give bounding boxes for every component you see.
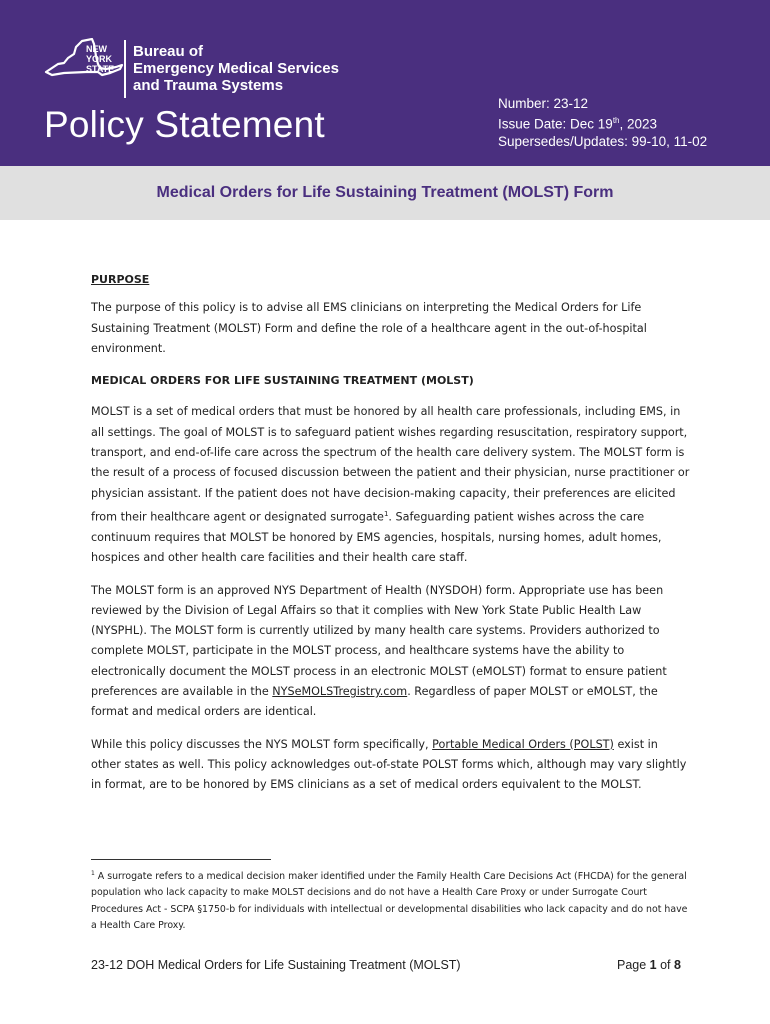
nys-bureau-logo bbox=[44, 38, 344, 100]
state-wordmark bbox=[86, 44, 126, 74]
state-line: STATE bbox=[86, 64, 115, 74]
purpose-heading: PURPOSE bbox=[91, 273, 150, 286]
footnote-ref[interactable]: 1 bbox=[383, 509, 389, 518]
page-word: Page bbox=[617, 958, 650, 972]
footnote-marker: 1 bbox=[91, 870, 95, 877]
text-run: The MOLST form is an approved NYS Department of Health (NYSDOH) form. Appropriate use has been reviewed by the Division of Legal Affairs so that it complies with New York State Public Health Law (NYSPHL). The MOLST form is currently utilized by many health care systems. Providers authorized to complete MOLST, participate in the MOLST process, and healthcare systems have the ability to electronically document the MOLST process in an electronic MOLST (eMOLST) format to ensure patient preferences are available in the bbox=[91, 583, 667, 699]
state-line: YORK bbox=[86, 54, 113, 64]
molst-paragraph-3 bbox=[91, 735, 691, 796]
document-body bbox=[91, 270, 691, 796]
purpose-paragraph: The purpose of this policy is to advise all EMS clinicians on interpreting the Medical Orders for Life Sustaining Treatment (MOLST) Form and define the role of a healthcare agent in the out-of-hospital environment. bbox=[91, 301, 647, 355]
logo-divider bbox=[124, 40, 126, 98]
document-title: Medical Orders for Life Sustaining Treatment (MOLST) Form bbox=[156, 184, 614, 201]
supersedes: Supersedes/Updates: 99-10, 11-02 bbox=[498, 133, 708, 149]
footer-doc-ref: 23-12 DOH Medical Orders for Life Sustaining Treatment (MOLST) bbox=[91, 958, 461, 972]
polst-link[interactable]: Portable Medical Orders (POLST) bbox=[432, 737, 614, 751]
footnote-text: A surrogate refers to a medical decision maker identified under the Family Health Care Decisions Act (FHCDA) for the general population who lack capacity to make MOLST decisions and do not have a Health Care Proxy or under Surrogate Court Procedures Act - SCPA §1750-b for individuals with intellectual or developmental disabilities who lack capacity and do not have a Health Care Proxy. bbox=[91, 871, 688, 931]
issue-date-suffix: , 2023 bbox=[619, 116, 658, 132]
page-current: 1 bbox=[649, 958, 657, 972]
title-band bbox=[0, 166, 770, 220]
bureau-line: and Trauma Systems bbox=[133, 77, 284, 94]
molst-paragraph-2 bbox=[91, 581, 691, 723]
emolst-registry-link[interactable]: NYSeMOLSTregistry.com bbox=[272, 685, 408, 699]
bureau-line: Bureau of bbox=[133, 43, 204, 60]
policy-meta bbox=[498, 95, 707, 150]
policy-statement-title: Policy Statement bbox=[44, 104, 325, 145]
bureau-name bbox=[133, 43, 339, 94]
text-run: . Safeguarding patient wishes across the care continuum requires that MOLST be honored by EMS agencies, hospitals, nursing homes, adult homes, hospices and other health care facilities and their health care staff. bbox=[91, 510, 662, 565]
text-run: . Regardless of paper MOLST or eMOLST, the format and medical orders are identical. bbox=[91, 685, 658, 719]
issue-date-sup: th bbox=[612, 116, 620, 125]
page-of: of bbox=[656, 958, 674, 972]
molst-paragraph-1 bbox=[91, 402, 691, 568]
issue-date bbox=[498, 112, 707, 133]
state-line: NEW bbox=[86, 44, 107, 54]
header-banner bbox=[0, 0, 770, 166]
footnote-divider bbox=[91, 859, 271, 860]
molst-heading: MEDICAL ORDERS FOR LIFE SUSTAINING TREATMENT (MOLST) bbox=[91, 374, 474, 388]
text-run: exist in other states as well. This policy acknowledges out-of-state POLST forms which, although may vary slightly in format, are to be honored by EMS clinicians as a set of medical orders equivalent to the MOLST. bbox=[91, 737, 687, 792]
text-run: MOLST is a set of medical orders that must be honored by all health care professionals, including EMS, in all settings. The goal of MOLST is to safeguard patient wishes regarding resuscitation, respiratory support, transport, and end-of-life care across the spectrum of the health care delivery system. The MOLST form is the result of a process of focused discussion between the patient and their physician, nurse practitioner or physician assistant. If the patient does not have decision-making capacity, their preferences are elicited from their healthcare agent or designated surrogate bbox=[91, 405, 690, 524]
bureau-line: Emergency Medical Services bbox=[133, 60, 339, 77]
issue-date-prefix: Issue Date: Dec 19 bbox=[498, 116, 613, 132]
footnote bbox=[91, 866, 691, 934]
page-total: 8 bbox=[674, 958, 681, 972]
policy-number: Number: 23-12 bbox=[498, 96, 589, 111]
page-number bbox=[617, 958, 681, 972]
text-run: While this policy discusses the NYS MOLST form specifically, bbox=[91, 737, 433, 751]
